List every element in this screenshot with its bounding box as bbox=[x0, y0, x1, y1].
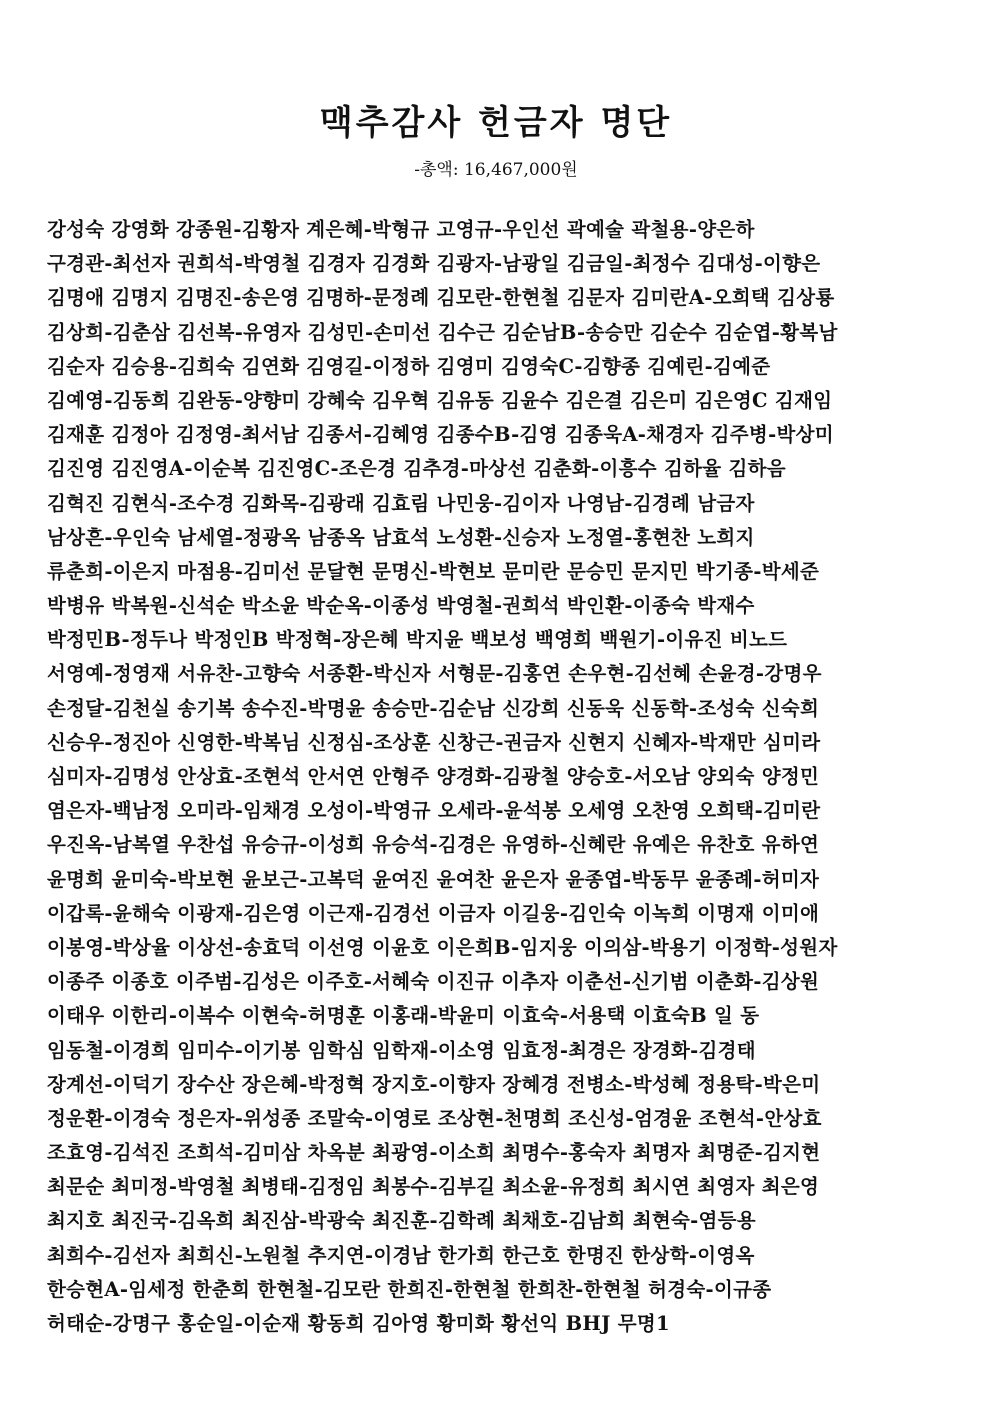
donor-line: 박병유 박복원-신석순 박소윤 박순옥-이종성 박영철-권희석 박인환-이종숙 박재수 bbox=[47, 594, 755, 618]
donor-line: 김재훈 김정아 김정영-최서남 김종서-김혜영 김종수B-김영 김종욱A-채경자 김주병-박상미 bbox=[47, 423, 834, 447]
document-title: 맥추감사 헌금자 명단 bbox=[319, 103, 673, 143]
donor-line: 박정민B-정두나 박정인B 박정혁-장은혜 박지윤 백보성 백영희 백원기-이유진 비노드 bbox=[47, 628, 788, 652]
donor-line: 구경관-최선자 권희석-박영철 김경자 김경화 김광자-남광일 김금일-최정수 김대성-이향은 bbox=[47, 252, 821, 276]
donor-line: 강성숙 강영화 강종원-김황자 계은혜-박형규 고영규-우인선 곽예술 곽철용-양은하 bbox=[47, 218, 755, 241]
donor-line: 최지호 최진국-김옥희 최진삼-박광숙 최진훈-김학례 최채호-김남희 최현숙-염등용 bbox=[47, 1209, 756, 1233]
donor-line: 이봉영-박상율 이상선-송효덕 이선영 이윤호 이은희B-임지웅 이의삼-박용기 이정학-성원자 bbox=[47, 935, 838, 959]
donor-line: 조효영-김석진 조희석-김미삼 차옥분 최광영-이소희 최명수-홍숙자 최명자 최명준-김지현 bbox=[47, 1141, 821, 1165]
donor-line: 우진옥-남복열 우찬섭 유승규-이성희 유승석-김경은 유영하-신혜란 유예은 유찬호 유하연 bbox=[47, 833, 820, 857]
donor-line: 이태우 이한리-이복수 이현숙-허명훈 이홍래-박윤미 이효숙-서용택 이효숙B 일 동 bbox=[47, 1004, 760, 1028]
donor-line: 최문순 최미정-박영철 최병태-김정임 최봉수-김부길 최소윤-유정희 최시연 최영자 최은영 bbox=[47, 1175, 820, 1199]
donor-line: 정운환-이경숙 정은자-위성종 조말숙-이영로 조상현-천명희 조신성-엄경윤 조현석-안상효 bbox=[47, 1106, 822, 1130]
donor-line: 윤명희 윤미숙-박보현 윤보근-고복덕 윤여진 윤여찬 윤은자 윤종엽-박동무 윤종례-허미자 bbox=[47, 867, 820, 891]
donor-line: 김혁진 김현식-조수경 김화목-김광래 김효림 나민웅-김이자 나영남-김경례 남금자 bbox=[47, 491, 755, 515]
donor-line: 손정달-김천실 송기복 송수진-박명윤 송승만-김순남 신강희 신동욱 신동학-조성숙 신숙희 bbox=[47, 696, 820, 720]
donor-line: 최희수-김선자 최희신-노원철 추지연-이경남 한가희 한근호 한명진 한상학-이영옥 bbox=[47, 1243, 755, 1267]
total-amount: -총액: 16,467,000원 bbox=[414, 160, 578, 180]
donor-line: 장계선-이덕기 장수산 장은혜-박정혁 장지호-이향자 장혜경 전병소-박성혜 정용탁-박은미 bbox=[47, 1072, 821, 1096]
donor-line: 신승우-정진아 신영한-박복님 신정심-조상훈 신창근-권금자 신현지 신혜자-박재만 심미라 bbox=[47, 730, 821, 754]
donor-line: 김예영-김동희 김완동-양향미 강혜숙 김우혁 김유동 김윤수 김은결 김은미 김은영C 김재임 bbox=[47, 388, 833, 412]
donor-line: 김명애 김명지 김명진-송은영 김명하-문정례 김모란-한현철 김문자 김미란A-오희택 김상룡 bbox=[47, 286, 835, 310]
donor-line: 김진영 김진영A-이순복 김진영C-조은경 김추경-마상선 김춘화-이흥수 김하율 김하음 bbox=[47, 457, 786, 481]
donor-line: 김상희-김춘삼 김선복-유영자 김성민-손미선 김수근 김순남B-송승만 김순수 김순엽-황복남 bbox=[47, 320, 838, 344]
donor-list bbox=[47, 213, 947, 1341]
donor-line: 염은자-백남정 오미라-임채경 오성이-박영규 오세라-윤석봉 오세영 오찬영 오희택-김미란 bbox=[47, 799, 821, 823]
donor-line: 남상흔-우인숙 남세열-정광옥 남종옥 남효석 노성환-신승자 노정열-홍현찬 노희지 bbox=[47, 525, 755, 549]
donor-line: 임동철-이경희 임미수-이기봉 임학심 임학재-이소영 임효정-최경은 장경화-김경태 bbox=[47, 1038, 756, 1062]
donor-line: 김순자 김승용-김희숙 김연화 김영길-이정하 김영미 김영숙C-김향종 김예린-김예준 bbox=[47, 354, 771, 378]
donor-line: 한승현A-임세정 한춘희 한현철-김모란 한희진-한현철 한희찬-한현철 허경숙-이규종 bbox=[47, 1277, 772, 1301]
donor-line: 이갑록-윤해숙 이광재-김은영 이근재-김경선 이금자 이길웅-김인숙 이녹희 이명재 이미애 bbox=[47, 901, 820, 925]
donor-line: 심미자-김명성 안상효-조현석 안서연 안형주 양경화-김광철 양승호-서오남 양외숙 양정민 bbox=[47, 765, 820, 788]
donor-line: 류춘희-이은지 마점용-김미선 문달현 문명신-박현보 문미란 문승민 문지민 박기종-박세준 bbox=[47, 559, 820, 583]
donor-line: 서영예-정영재 서유찬-고향숙 서종환-박신자 서형문-김홍연 손우현-김선혜 손윤경-강명우 bbox=[47, 662, 822, 686]
donor-line: 허태순-강명구 홍순일-이순재 황동희 김아영 황미화 황선익 BHJ 무명1 bbox=[47, 1312, 670, 1335]
donor-line: 이종주 이종호 이주범-김성은 이주호-서혜숙 이진규 이추자 이춘선-신기범 이춘화-김상원 bbox=[47, 970, 820, 994]
